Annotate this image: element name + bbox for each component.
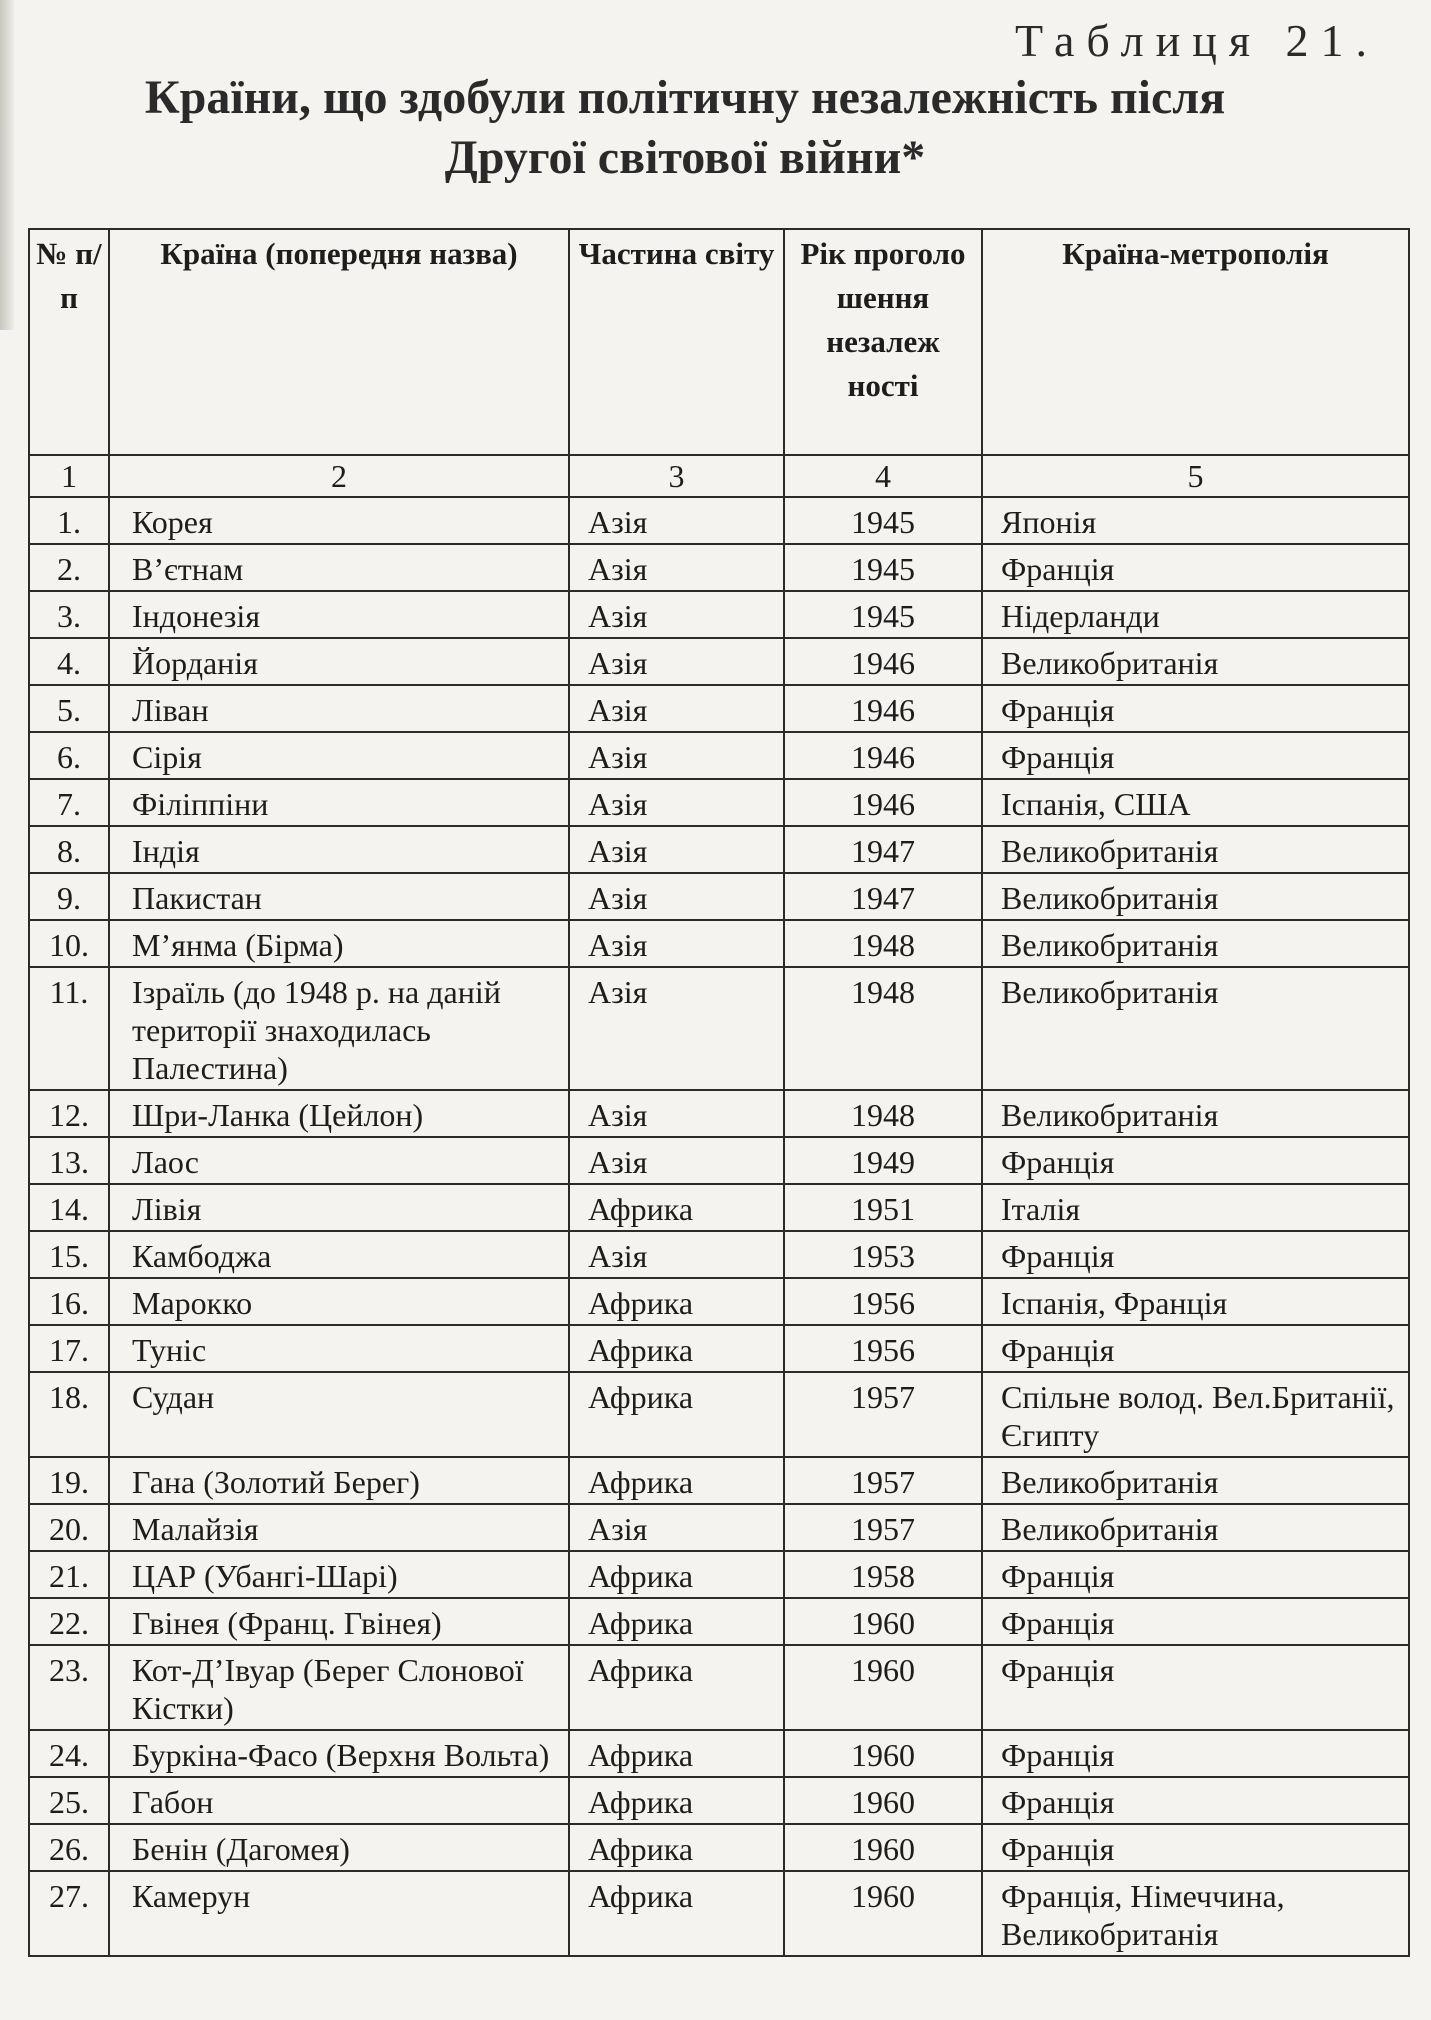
cell-country: ЦАР (Убангі-Шарі) xyxy=(109,1551,569,1598)
header-part: Частина світу xyxy=(569,229,784,455)
cell-country: Сірія xyxy=(109,732,569,779)
cell-country: Марокко xyxy=(109,1278,569,1325)
table-row xyxy=(29,1137,1409,1184)
cell-metropolis: Франція xyxy=(982,1231,1409,1278)
table-row xyxy=(29,1278,1409,1325)
cell-part: Азія xyxy=(569,1504,784,1551)
cell-num: 25. xyxy=(29,1777,109,1824)
table-row xyxy=(29,1777,1409,1824)
cell-metropolis: Великобританія xyxy=(982,1457,1409,1504)
cell-part: Азія xyxy=(569,732,784,779)
cell-year: 1957 xyxy=(784,1457,982,1504)
cell-part: Азія xyxy=(569,685,784,732)
cell-country: Індія xyxy=(109,826,569,873)
cell-num: 26. xyxy=(29,1824,109,1871)
cell-year: 1957 xyxy=(784,1372,982,1457)
cell-metropolis: Франція xyxy=(982,685,1409,732)
cell-num: 21. xyxy=(29,1551,109,1598)
cell-country: В’єтнам xyxy=(109,544,569,591)
table-row xyxy=(29,1504,1409,1551)
cell-metropolis: Великобританія xyxy=(982,826,1409,873)
table-row xyxy=(29,1871,1409,1956)
cell-num: 9. xyxy=(29,873,109,920)
cell-part: Африка xyxy=(569,1325,784,1372)
cell-year: 1960 xyxy=(784,1824,982,1871)
cell-country: Бенін (Дагомея) xyxy=(109,1824,569,1871)
cell-part: Африка xyxy=(569,1645,784,1730)
cell-part: Африка xyxy=(569,1551,784,1598)
cell-metropolis: Франція xyxy=(982,1730,1409,1777)
cell-num: 22. xyxy=(29,1598,109,1645)
cell-country: Індонезія xyxy=(109,591,569,638)
cell-metropolis: Великобританія xyxy=(982,967,1409,1090)
cell-country: Камбоджа xyxy=(109,1231,569,1278)
cell-metropolis: Спільне волод. Вел.Британії, Єгипту xyxy=(982,1372,1409,1457)
cell-part: Африка xyxy=(569,1824,784,1871)
cell-year: 1945 xyxy=(784,591,982,638)
cell-metropolis: Великобританія xyxy=(982,1504,1409,1551)
cell-num: 27. xyxy=(29,1871,109,1956)
table-row xyxy=(29,1551,1409,1598)
cell-country: М’янма (Бірма) xyxy=(109,920,569,967)
table-row xyxy=(29,638,1409,685)
cell-num: 6. xyxy=(29,732,109,779)
cell-num: 20. xyxy=(29,1504,109,1551)
cell-part: Африка xyxy=(569,1730,784,1777)
cell-num: 2. xyxy=(29,544,109,591)
table-row xyxy=(29,685,1409,732)
cell-num: 3. xyxy=(29,591,109,638)
table-row xyxy=(29,497,1409,544)
cell-year: 1956 xyxy=(784,1278,982,1325)
cell-num: 23. xyxy=(29,1645,109,1730)
table-row xyxy=(29,1325,1409,1372)
cell-metropolis: Франція xyxy=(982,1325,1409,1372)
column-number: 4 xyxy=(784,455,982,497)
cell-num: 15. xyxy=(29,1231,109,1278)
cell-year: 1947 xyxy=(784,826,982,873)
table-row xyxy=(29,1090,1409,1137)
cell-metropolis: Нідерланди xyxy=(982,591,1409,638)
table-row xyxy=(29,1372,1409,1457)
cell-year: 1960 xyxy=(784,1645,982,1730)
page-edge-shadow xyxy=(0,0,14,330)
cell-metropolis: Франція xyxy=(982,544,1409,591)
header-year: Рік проголо шення незалеж ності xyxy=(784,229,982,455)
table-row xyxy=(29,1184,1409,1231)
cell-year: 1946 xyxy=(784,732,982,779)
cell-country: Пакистан xyxy=(109,873,569,920)
cell-metropolis: Великобританія xyxy=(982,638,1409,685)
cell-year: 1946 xyxy=(784,779,982,826)
cell-num: 14. xyxy=(29,1184,109,1231)
cell-year: 1945 xyxy=(784,497,982,544)
table-row xyxy=(29,1598,1409,1645)
cell-year: 1948 xyxy=(784,967,982,1090)
table-row xyxy=(29,1457,1409,1504)
table-row xyxy=(29,1645,1409,1730)
column-number-row xyxy=(29,455,1409,497)
cell-part: Азія xyxy=(569,967,784,1090)
cell-num: 7. xyxy=(29,779,109,826)
cell-num: 13. xyxy=(29,1137,109,1184)
cell-country: Ізраїль (до 1948 р. на даній території знаходилась Палестина) xyxy=(109,967,569,1090)
cell-num: 17. xyxy=(29,1325,109,1372)
cell-country: Ліван xyxy=(109,685,569,732)
cell-year: 1960 xyxy=(784,1777,982,1824)
page-title xyxy=(60,68,1310,188)
cell-num: 5. xyxy=(29,685,109,732)
cell-part: Азія xyxy=(569,920,784,967)
cell-metropolis: Японія xyxy=(982,497,1409,544)
cell-part: Азія xyxy=(569,1231,784,1278)
cell-year: 1945 xyxy=(784,544,982,591)
cell-part: Азія xyxy=(569,638,784,685)
cell-part: Азія xyxy=(569,1090,784,1137)
cell-country: Буркіна-Фасо (Верхня Вольта) xyxy=(109,1730,569,1777)
cell-year: 1949 xyxy=(784,1137,982,1184)
cell-year: 1951 xyxy=(784,1184,982,1231)
cell-metropolis: Франція xyxy=(982,1137,1409,1184)
cell-country: Судан xyxy=(109,1372,569,1457)
column-number: 5 xyxy=(982,455,1409,497)
cell-country: Лаос xyxy=(109,1137,569,1184)
cell-metropolis: Франція xyxy=(982,732,1409,779)
cell-country: Гвінея (Франц. Гвінея) xyxy=(109,1598,569,1645)
cell-year: 1948 xyxy=(784,920,982,967)
cell-country: Камерун xyxy=(109,1871,569,1956)
cell-year: 1958 xyxy=(784,1551,982,1598)
cell-metropolis: Великобританія xyxy=(982,1090,1409,1137)
cell-metropolis: Великобританія xyxy=(982,920,1409,967)
cell-metropolis: Франція xyxy=(982,1598,1409,1645)
table-row xyxy=(29,591,1409,638)
table-row xyxy=(29,920,1409,967)
cell-part: Азія xyxy=(569,873,784,920)
cell-part: Азія xyxy=(569,591,784,638)
cell-part: Африка xyxy=(569,1278,784,1325)
cell-country: Йорданія xyxy=(109,638,569,685)
header-num: № п/п xyxy=(29,229,109,455)
cell-num: 10. xyxy=(29,920,109,967)
column-number: 2 xyxy=(109,455,569,497)
cell-year: 1947 xyxy=(784,873,982,920)
table-row xyxy=(29,544,1409,591)
cell-num: 1. xyxy=(29,497,109,544)
title-line-2: Другої світової війни* xyxy=(444,131,926,184)
header-country: Країна (попередня назва) xyxy=(109,229,569,455)
cell-num: 18. xyxy=(29,1372,109,1457)
cell-part: Африка xyxy=(569,1184,784,1231)
cell-num: 12. xyxy=(29,1090,109,1137)
cell-part: Африка xyxy=(569,1777,784,1824)
table-row xyxy=(29,1824,1409,1871)
table-row xyxy=(29,873,1409,920)
cell-metropolis: Іспанія, США xyxy=(982,779,1409,826)
header-row xyxy=(29,229,1409,455)
table-row xyxy=(29,732,1409,779)
cell-year: 1960 xyxy=(784,1730,982,1777)
cell-country: Філіппіни xyxy=(109,779,569,826)
cell-num: 4. xyxy=(29,638,109,685)
cell-year: 1946 xyxy=(784,685,982,732)
table-label: Таблиця 21. xyxy=(1015,15,1379,66)
cell-country: Кот-Д’Івуар (Берег Слонової Кістки) xyxy=(109,1645,569,1730)
table-row xyxy=(29,967,1409,1090)
independence-table xyxy=(28,228,1410,1957)
column-number: 3 xyxy=(569,455,784,497)
cell-metropolis: Великобританія xyxy=(982,873,1409,920)
cell-year: 1953 xyxy=(784,1231,982,1278)
cell-country: Корея xyxy=(109,497,569,544)
column-number: 1 xyxy=(29,455,109,497)
cell-num: 11. xyxy=(29,967,109,1090)
cell-year: 1957 xyxy=(784,1504,982,1551)
cell-country: Габон xyxy=(109,1777,569,1824)
cell-metropolis: Франція xyxy=(982,1824,1409,1871)
table-row xyxy=(29,1730,1409,1777)
cell-part: Африка xyxy=(569,1457,784,1504)
cell-year: 1948 xyxy=(784,1090,982,1137)
cell-country: Шри-Ланка (Цейлон) xyxy=(109,1090,569,1137)
table-row xyxy=(29,779,1409,826)
cell-part: Африка xyxy=(569,1598,784,1645)
cell-country: Лівія xyxy=(109,1184,569,1231)
cell-year: 1946 xyxy=(784,638,982,685)
cell-year: 1960 xyxy=(784,1871,982,1956)
cell-num: 19. xyxy=(29,1457,109,1504)
cell-country: Малайзія xyxy=(109,1504,569,1551)
title-line-1: Країни, що здобули політичну незалежність після xyxy=(144,71,1226,124)
cell-year: 1956 xyxy=(784,1325,982,1372)
cell-metropolis: Франція xyxy=(982,1551,1409,1598)
cell-part: Азія xyxy=(569,544,784,591)
cell-num: 16. xyxy=(29,1278,109,1325)
cell-metropolis: Франція, Німеччина, Великобританія xyxy=(982,1871,1409,1956)
cell-metropolis: Італія xyxy=(982,1184,1409,1231)
cell-part: Азія xyxy=(569,1137,784,1184)
cell-part: Африка xyxy=(569,1871,784,1956)
cell-country: Туніс xyxy=(109,1325,569,1372)
cell-metropolis: Франція xyxy=(982,1777,1409,1824)
cell-part: Азія xyxy=(569,779,784,826)
cell-part: Африка xyxy=(569,1372,784,1457)
header-metropolis: Країна-метрополія xyxy=(982,229,1409,455)
cell-metropolis: Іспанія, Франція xyxy=(982,1278,1409,1325)
table-row xyxy=(29,826,1409,873)
table-row xyxy=(29,1231,1409,1278)
cell-year: 1960 xyxy=(784,1598,982,1645)
cell-num: 24. xyxy=(29,1730,109,1777)
cell-num: 8. xyxy=(29,826,109,873)
cell-part: Азія xyxy=(569,826,784,873)
cell-country: Гана (Золотий Берег) xyxy=(109,1457,569,1504)
cell-metropolis: Франція xyxy=(982,1645,1409,1730)
cell-part: Азія xyxy=(569,497,784,544)
